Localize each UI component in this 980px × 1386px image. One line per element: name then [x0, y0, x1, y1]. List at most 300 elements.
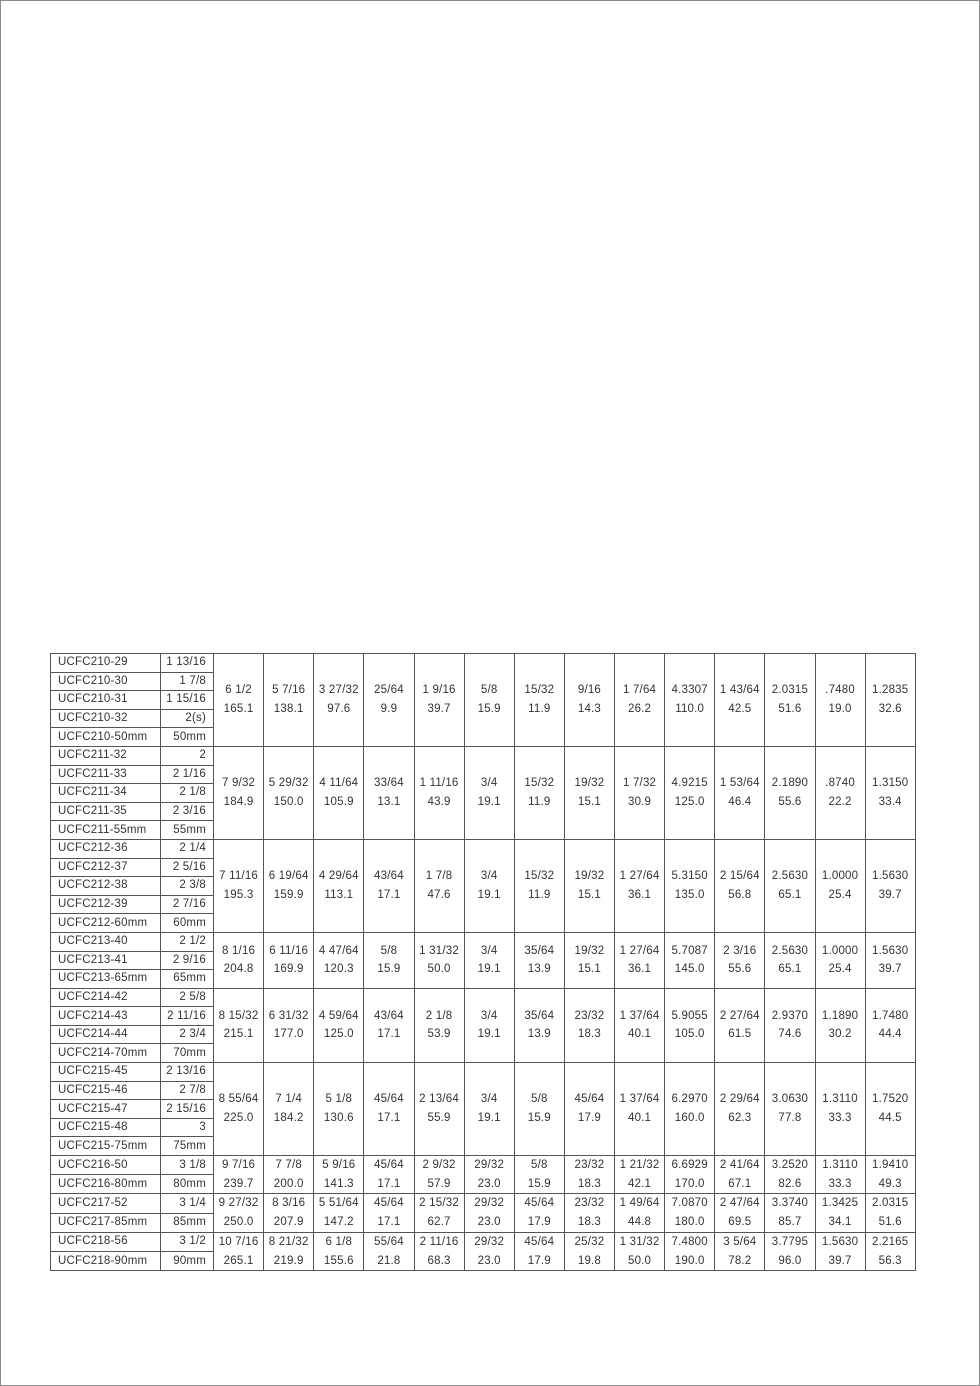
dimension-inch-value: 35/64 [524, 944, 555, 957]
dimension-mm-value: 96.0 [778, 1254, 802, 1267]
dimension-cell [564, 1194, 614, 1232]
dimension-cell [364, 1232, 414, 1270]
dimension-mm-value: 18.3 [577, 1028, 602, 1041]
dimension-mm-value: 184.2 [273, 1112, 304, 1125]
dimension-mm-value: 155.6 [323, 1254, 354, 1267]
dimension-inch-value: 15/32 [524, 684, 555, 697]
dimension-mm-value: 44.8 [627, 1216, 652, 1229]
model-number-cell: UCFC212-36 [51, 839, 161, 858]
dimension-mm-value: 36.1 [627, 888, 652, 901]
dimension-cell [264, 1194, 314, 1232]
dimension-mm-value: 22.2 [828, 795, 852, 808]
dimension-inch-value: 1.7520 [872, 1093, 909, 1106]
dimension-mm-value: 51.6 [878, 1216, 902, 1229]
dimension-mm-value: 39.7 [427, 702, 451, 715]
dimension-mm-value: 141.3 [323, 1177, 354, 1190]
dimension-inch-value: 1 7/64 [622, 684, 657, 697]
dimension-mm-value: 69.5 [728, 1216, 752, 1229]
dimension-mm-value: 165.1 [223, 702, 254, 715]
bore-size-cell: 3 1/2 [161, 1232, 214, 1251]
dimension-cell [214, 932, 264, 988]
bore-size-cell: 1 7/8 [161, 672, 214, 691]
dimension-cell [615, 1156, 665, 1194]
dimension-inch-value: 23/32 [574, 1197, 605, 1210]
dimension-cell [765, 1194, 815, 1232]
dimension-inch-value: 23/32 [574, 1009, 605, 1022]
dimension-mm-value: 138.1 [273, 702, 304, 715]
dimension-inch-value: 45/64 [524, 1197, 555, 1210]
dimension-cell [314, 932, 364, 988]
dimension-cell [665, 746, 715, 839]
dimension-inch-value: 33/64 [374, 777, 404, 790]
dimension-inch-value: 6.6929 [671, 1159, 708, 1172]
dimension-cell [464, 1063, 514, 1156]
dimension-cell [865, 746, 915, 839]
bore-size-cell: 3 1/8 [161, 1156, 214, 1175]
model-number-cell: UCFC211-35 [51, 802, 161, 821]
dimension-cell [815, 839, 865, 932]
dimension-cell [314, 1156, 364, 1194]
dimension-cell [665, 932, 715, 988]
dimension-cell [815, 1156, 865, 1194]
dimension-cell [715, 932, 765, 988]
dimension-mm-value: 39.7 [878, 888, 902, 901]
dimension-cell [314, 746, 364, 839]
dimension-cell [364, 1194, 414, 1232]
table-row [51, 988, 916, 1007]
dimension-cell [414, 1063, 464, 1156]
table-body [51, 654, 916, 1271]
table-row [51, 839, 916, 858]
dimension-mm-value: 33.3 [828, 1177, 852, 1190]
bore-size-cell: 2 9/16 [161, 951, 214, 970]
dimension-cell [615, 746, 665, 839]
dimension-mm-value: 74.6 [778, 1028, 802, 1041]
dimension-cell [765, 932, 815, 988]
model-number-cell: UCFC210-29 [51, 654, 161, 673]
dimension-cell [765, 1156, 815, 1194]
dimension-cell [865, 988, 915, 1062]
dimension-mm-value: 49.3 [878, 1177, 902, 1190]
bore-size-cell: 2 7/16 [161, 895, 214, 914]
dimension-cell [464, 654, 514, 747]
dimension-inch-value: 1.3110 [822, 1093, 858, 1106]
dimension-mm-value: 19.1 [477, 888, 501, 901]
dimension-cell [414, 932, 464, 988]
dimension-mm-value: 19.1 [477, 963, 501, 976]
dimension-mm-value: 19.1 [477, 1028, 501, 1041]
dimension-inch-value: 5.3150 [671, 870, 708, 883]
dimension-mm-value: 56.3 [878, 1254, 902, 1267]
dimension-cell [564, 839, 614, 932]
dimension-cell [765, 1232, 815, 1270]
dimension-cell [865, 1063, 915, 1156]
dimension-mm-value: 50.0 [427, 963, 451, 976]
dimension-cell [615, 1063, 665, 1156]
dimension-inch-value: 3 27/32 [318, 684, 359, 697]
dimension-cell [414, 839, 464, 932]
dimension-mm-value: 42.1 [627, 1177, 652, 1190]
dimension-cell [665, 1194, 715, 1232]
dimension-inch-value: 1 27/64 [619, 870, 660, 883]
dimension-cell [464, 1232, 514, 1270]
dimension-cell [214, 1194, 264, 1232]
dimension-cell [514, 1063, 564, 1156]
dimension-cell [765, 839, 815, 932]
dimension-cell [414, 654, 464, 747]
dimension-cell [765, 746, 815, 839]
dimension-cell [865, 1232, 915, 1270]
dimension-mm-value: 17.9 [527, 1216, 551, 1229]
bore-size-cell: 2 1/16 [161, 765, 214, 784]
dimension-mm-value: 147.2 [323, 1216, 354, 1229]
dimension-cell [314, 988, 364, 1062]
dimension-inch-value: 45/64 [524, 1235, 555, 1248]
dimension-inch-value: 2.5630 [771, 870, 809, 883]
dimension-inch-value: 2 3/16 [723, 944, 757, 957]
dimension-mm-value: 55.6 [728, 963, 752, 976]
dimension-cell [414, 1232, 464, 1270]
table-row [51, 1063, 916, 1082]
dimension-cell [715, 839, 765, 932]
dimension-inch-value: 45/64 [374, 1197, 404, 1210]
dimension-inch-value: 7 1/4 [275, 1093, 302, 1106]
dimension-mm-value: 17.1 [377, 1177, 401, 1190]
dimension-inch-value: 35/64 [524, 1009, 555, 1022]
dimension-cell [264, 1232, 314, 1270]
dimension-cell [314, 1063, 364, 1156]
dimension-cell [865, 654, 915, 747]
dimension-cell [364, 839, 414, 932]
dimension-mm-value: 57.9 [427, 1177, 451, 1190]
dimension-mm-value: 39.7 [878, 963, 902, 976]
bearing-dimension-table [50, 653, 916, 1271]
dimension-cell [464, 746, 514, 839]
table-row [51, 1156, 916, 1175]
dimension-cell [464, 1194, 514, 1232]
dimension-mm-value: 55.9 [427, 1112, 451, 1125]
dimension-inch-value: 6 1/2 [225, 684, 252, 697]
dimension-inch-value: 1 7/8 [425, 870, 453, 883]
dimension-inch-value: 5/8 [380, 944, 398, 957]
dimension-cell [765, 1063, 815, 1156]
dimension-inch-value: 1 9/16 [422, 684, 456, 697]
dimension-mm-value: 145.0 [674, 963, 705, 976]
dimension-mm-value: 65.1 [778, 963, 802, 976]
dimension-inch-value: 23/32 [574, 1159, 605, 1172]
dimension-cell [564, 932, 614, 988]
dimension-mm-value: 113.1 [324, 888, 354, 901]
dimension-mm-value: 21.8 [377, 1254, 401, 1267]
dimension-cell [665, 988, 715, 1062]
dimension-inch-value: 1.0000 [821, 944, 859, 957]
dimension-inch-value: 3.2520 [771, 1159, 809, 1172]
dimension-inch-value: 1.5630 [872, 870, 909, 883]
dimension-inch-value: 15/32 [524, 777, 555, 790]
dimension-cell [364, 988, 414, 1062]
model-number-cell: UCFC210-32 [51, 709, 161, 728]
dimension-cell [715, 1232, 765, 1270]
dimension-inch-value: 2 15/32 [419, 1197, 459, 1210]
model-number-cell: UCFC214-44 [51, 1025, 161, 1044]
dimension-mm-value: 46.4 [728, 795, 752, 808]
dimension-cell [214, 654, 264, 747]
table-row [51, 654, 916, 673]
dimension-mm-value: 53.9 [427, 1028, 451, 1041]
bore-size-cell: 2 3/16 [161, 802, 214, 821]
dimension-mm-value: 9.9 [380, 702, 398, 715]
bore-size-cell: 55mm [161, 821, 214, 840]
dimension-cell [615, 654, 665, 747]
dimension-inch-value: 5 51/64 [318, 1197, 359, 1210]
dimension-cell [514, 1232, 564, 1270]
dimension-mm-value: 19.1 [477, 795, 501, 808]
dimension-inch-value: 1 37/64 [619, 1009, 660, 1022]
bore-size-cell: 2 5/8 [161, 988, 214, 1007]
dimension-inch-value: 4 29/64 [318, 870, 359, 883]
dimension-inch-value: 1.3425 [821, 1197, 859, 1210]
dimension-cell [765, 654, 815, 747]
dimension-inch-value: 1.1890 [821, 1009, 859, 1022]
dimension-mm-value: 19.0 [828, 702, 852, 715]
dimension-inch-value: 5 1/8 [325, 1093, 353, 1106]
dimension-cell [214, 988, 264, 1062]
dimension-inch-value: 1.3110 [822, 1159, 858, 1172]
model-number-cell: UCFC214-70mm [51, 1044, 161, 1063]
dimension-mm-value: 61.5 [728, 1028, 752, 1041]
dimension-mm-value: 13.1 [377, 795, 401, 808]
dimension-inch-value: 29/32 [474, 1197, 505, 1210]
dimension-inch-value: 9 27/32 [218, 1197, 259, 1210]
model-number-cell: UCFC213-40 [51, 932, 161, 951]
model-number-cell: UCFC215-47 [51, 1100, 161, 1119]
dimension-inch-value: 7.0870 [671, 1197, 708, 1210]
bore-size-cell: 3 [161, 1118, 214, 1137]
dimension-inch-value: 10 7/16 [218, 1235, 259, 1248]
dimension-cell [414, 1194, 464, 1232]
dimension-cell [514, 1156, 564, 1194]
dimension-mm-value: 19.8 [577, 1254, 602, 1267]
dimension-cell [364, 1156, 414, 1194]
dimension-cell [765, 988, 815, 1062]
dimension-cell [464, 932, 514, 988]
dimension-mm-value: 17.1 [377, 888, 401, 901]
dimension-mm-value: 15.1 [577, 963, 602, 976]
dimension-cell [615, 839, 665, 932]
dimension-inch-value: 3.7795 [771, 1235, 809, 1248]
dimension-cell [865, 1194, 915, 1232]
dimension-inch-value: 2 47/64 [719, 1197, 760, 1210]
dimension-mm-value: 17.1 [377, 1112, 401, 1125]
dimension-cell [865, 1156, 915, 1194]
dimension-mm-value: 55.6 [778, 795, 802, 808]
bore-size-cell: 60mm [161, 914, 214, 933]
dimension-cell [564, 746, 614, 839]
dimension-inch-value: 1.0000 [821, 870, 859, 883]
dimension-inch-value: 2 11/16 [419, 1235, 459, 1248]
dimension-inch-value: 3/4 [480, 1093, 498, 1106]
bore-size-cell: 2 7/8 [161, 1081, 214, 1100]
dimension-inch-value: 19/32 [574, 870, 605, 883]
dimension-cell [264, 654, 314, 747]
dimension-cell [464, 839, 514, 932]
dimension-inch-value: 25/32 [574, 1235, 605, 1248]
dimension-inch-value: 1 31/32 [619, 1235, 660, 1248]
dimension-mm-value: 130.6 [323, 1112, 354, 1125]
dimension-mm-value: 85.7 [778, 1216, 802, 1229]
dimension-inch-value: 1.5630 [821, 1235, 859, 1248]
dimension-inch-value: 1 49/64 [619, 1197, 660, 1210]
model-number-cell: UCFC211-33 [51, 765, 161, 784]
dimension-mm-value: 180.0 [674, 1216, 705, 1229]
bore-size-cell: 2 1/8 [161, 784, 214, 803]
dimension-inch-value: 1.3150 [872, 777, 909, 790]
dimension-cell [715, 1063, 765, 1156]
dimension-cell [314, 1194, 364, 1232]
dimension-inch-value: 4 59/64 [318, 1009, 359, 1022]
dimension-mm-value: 170.0 [674, 1177, 705, 1190]
dimension-inch-value: 8 21/32 [268, 1235, 309, 1248]
bore-size-cell: 2(s) [161, 709, 214, 728]
model-number-cell: UCFC214-42 [51, 988, 161, 1007]
dimension-inch-value: 5 7/16 [272, 684, 306, 697]
dimension-mm-value: 15.9 [477, 702, 501, 715]
dimension-inch-value: 6 31/32 [268, 1009, 309, 1022]
dimension-cell [564, 988, 614, 1062]
dimension-cell [314, 839, 364, 932]
dimension-cell [665, 839, 715, 932]
model-number-cell: UCFC210-50mm [51, 728, 161, 747]
model-number-cell: UCFC212-39 [51, 895, 161, 914]
dimension-mm-value: 78.2 [728, 1254, 752, 1267]
dimension-mm-value: 25.4 [828, 888, 852, 901]
dimension-mm-value: 105.0 [674, 1028, 705, 1041]
dimension-mm-value: 17.9 [577, 1112, 602, 1125]
dimension-inch-value: 4 11/64 [319, 777, 359, 790]
dimension-inch-value: 8 15/32 [218, 1009, 259, 1022]
bore-size-cell: 85mm [161, 1213, 214, 1232]
dimension-mm-value: 23.0 [477, 1254, 501, 1267]
dimension-cell [314, 1232, 364, 1270]
dimension-cell [715, 746, 765, 839]
dimension-cell [264, 988, 314, 1062]
dimension-inch-value: 43/64 [374, 870, 404, 883]
dimension-mm-value: 17.1 [377, 1028, 401, 1041]
bore-size-cell: 1 13/16 [161, 654, 214, 673]
model-number-cell: UCFC211-55mm [51, 821, 161, 840]
dimension-mm-value: 110.0 [675, 702, 705, 715]
bore-size-cell: 2 13/16 [161, 1063, 214, 1082]
dimension-cell [815, 1232, 865, 1270]
dimension-inch-value: 29/32 [474, 1235, 505, 1248]
dimension-inch-value: 2.0315 [872, 1197, 909, 1210]
dimension-inch-value: 6.2970 [671, 1093, 708, 1106]
dimension-inch-value: 1 21/32 [619, 1159, 660, 1172]
dimension-mm-value: 11.9 [528, 795, 551, 808]
dimension-inch-value: 29/32 [474, 1159, 505, 1172]
dimension-inch-value: 2 29/64 [719, 1093, 760, 1106]
dimension-cell [514, 1194, 564, 1232]
dimension-cell [665, 1063, 715, 1156]
dimension-inch-value: 7 9/32 [221, 777, 256, 790]
dimension-mm-value: 30.2 [828, 1028, 852, 1041]
model-number-cell: UCFC215-48 [51, 1118, 161, 1137]
dimension-inch-value: 2.2165 [872, 1235, 909, 1248]
dimension-inch-value: 2.1890 [771, 777, 809, 790]
dimension-mm-value: 15.1 [577, 795, 602, 808]
bore-size-cell: 90mm [161, 1252, 214, 1271]
dimension-mm-value: 11.9 [528, 888, 551, 901]
dimension-mm-value: 77.8 [778, 1112, 802, 1125]
dimension-mm-value: 40.1 [627, 1028, 652, 1041]
dimension-mm-value: 30.9 [627, 795, 652, 808]
dimension-inch-value: 1.2835 [872, 684, 909, 697]
dimension-cell [665, 1156, 715, 1194]
dimension-mm-value: 51.6 [778, 702, 802, 715]
dimension-mm-value: 17.1 [377, 1216, 401, 1229]
dimension-inch-value: .8740 [825, 777, 855, 790]
dimension-cell [214, 1063, 264, 1156]
dimension-inch-value: 5.7087 [671, 944, 708, 957]
dimension-mm-value: 44.5 [878, 1112, 902, 1125]
bore-size-cell: 2 1/2 [161, 932, 214, 951]
dimension-cell [615, 1232, 665, 1270]
dimension-inch-value: 15/32 [524, 870, 555, 883]
model-number-cell: UCFC214-43 [51, 1007, 161, 1026]
dimension-mm-value: 15.9 [377, 963, 401, 976]
dimension-inch-value: 5 9/16 [322, 1159, 356, 1172]
dimension-cell [414, 988, 464, 1062]
dimension-cell [615, 988, 665, 1062]
dimension-cell [815, 932, 865, 988]
dimension-mm-value: 44.4 [878, 1028, 902, 1041]
dimension-cell [815, 1194, 865, 1232]
bore-size-cell: 2 11/16 [161, 1007, 214, 1026]
dimension-cell [314, 654, 364, 747]
dimension-mm-value: 239.7 [223, 1177, 254, 1190]
dimension-mm-value: 50.0 [627, 1254, 652, 1267]
dimension-inch-value: 1.7480 [872, 1009, 909, 1022]
dimension-cell [514, 932, 564, 988]
dimension-mm-value: 190.0 [674, 1254, 705, 1267]
dimension-cell [615, 1194, 665, 1232]
dimension-mm-value: 62.3 [728, 1112, 752, 1125]
dimension-inch-value: 2.9370 [771, 1009, 809, 1022]
dimension-inch-value: 19/32 [574, 944, 605, 957]
bore-size-cell: 80mm [161, 1175, 214, 1194]
bore-size-cell: 2 5/16 [161, 858, 214, 877]
dimension-inch-value: 1 43/64 [719, 684, 760, 697]
dimension-inch-value: 2 41/64 [719, 1159, 760, 1172]
dimension-inch-value: 3/4 [480, 870, 498, 883]
dimension-mm-value: 43.9 [427, 795, 451, 808]
dimension-cell [815, 654, 865, 747]
model-number-cell: UCFC218-90mm [51, 1252, 161, 1271]
dimension-inch-value: 2 13/64 [419, 1093, 459, 1106]
dimension-inch-value: 45/64 [374, 1159, 404, 1172]
dimension-mm-value: 159.9 [273, 888, 304, 901]
dimension-mm-value: 82.6 [778, 1177, 802, 1190]
dimension-inch-value: 2 27/64 [719, 1009, 760, 1022]
dimension-inch-value: 3/4 [480, 944, 498, 957]
dimension-inch-value: 6 11/16 [269, 944, 309, 957]
dimension-cell [214, 1232, 264, 1270]
dimension-mm-value: 32.6 [878, 702, 902, 715]
dimension-inch-value: 3.0630 [771, 1093, 809, 1106]
dimension-cell [815, 1063, 865, 1156]
dimension-cell [514, 654, 564, 747]
model-number-cell: UCFC210-31 [51, 691, 161, 710]
